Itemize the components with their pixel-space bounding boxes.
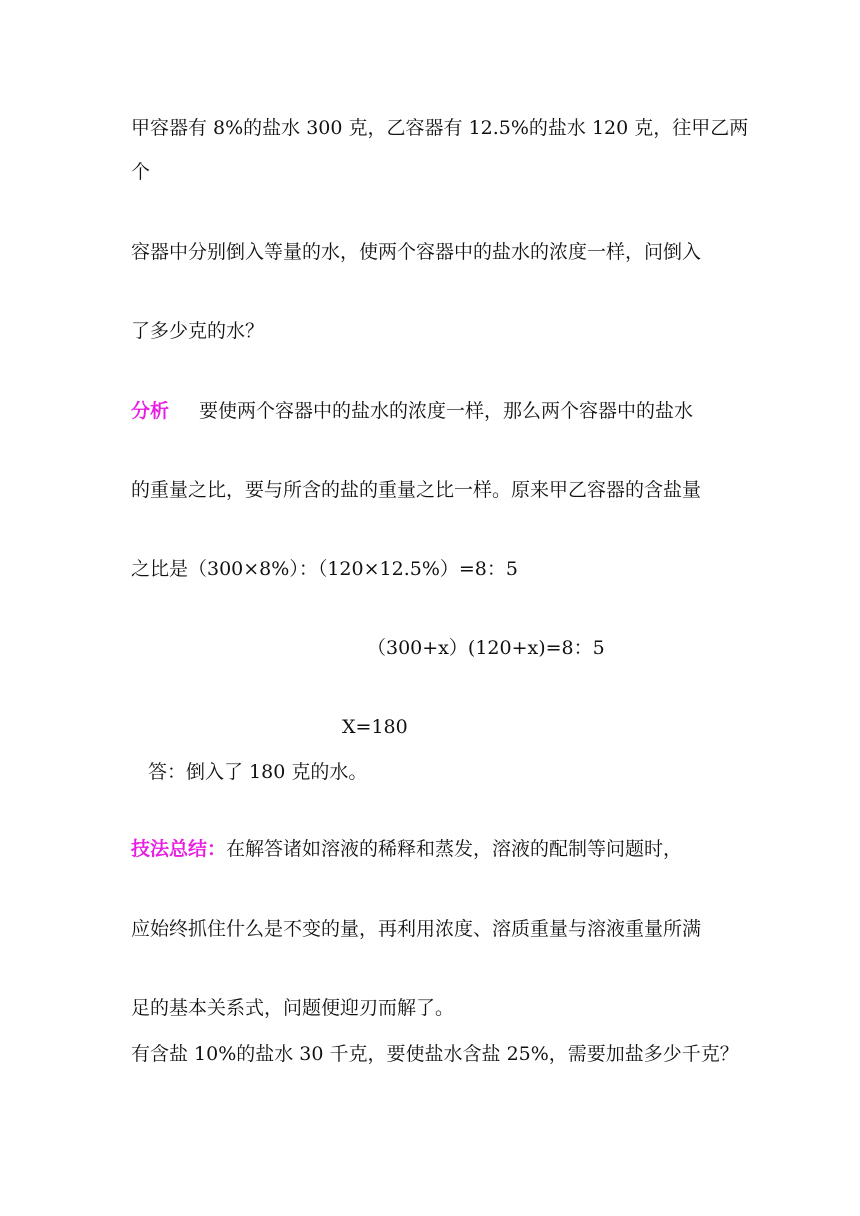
summary-paragraph-1 [131,837,682,861]
problem-line-3: 容器中分别倒入等量的水，使两个容器中的盐水的浓度一样，问倒入 [131,241,702,263]
analysis-label: 分析 [131,400,170,422]
summary-line-3: 足的基本关系式，问题便迎刃而解了。 [131,997,455,1019]
analysis-line-1: 要使两个容器中的盐水的浓度一样，那么两个容器中的盐水 [199,400,694,422]
next-problem-line: 有含盐 10%的盐水 30 千克，要使盐水含盐 25%，需要加盐多少千克？ [131,1043,739,1065]
analysis-line-3: 之比是（300×8%）：（120×12.5%）=8：5 [131,558,518,580]
equation-line: （300+x）(120+x)=8：5 [367,637,605,659]
summary-line-2: 应始终抓住什么是不变的量，再利用浓度、溶质重量与溶液重量所满 [131,918,702,940]
analysis-paragraph-1 [131,399,693,423]
solution-line: X=180 [342,716,408,738]
summary-line-1: 在解答诸如溶液的稀释和蒸发，溶液的配制等问题时， [226,838,683,860]
analysis-line-2: 的重量之比，要与所含的盐的重量之比一样。原来甲乙容器的含盐量 [131,479,702,501]
summary-label: 技法总结： [131,838,227,860]
problem-line-2: 个 [131,161,151,183]
problem-line-1: 甲容器有 8%的盐水 300 克，乙容器有 12.5%的盐水 120 克，往甲乙两 [131,117,749,139]
answer-line: 答：倒入了 180 克的水。 [148,761,368,783]
problem-line-4: 了多少克的水？ [131,320,265,342]
